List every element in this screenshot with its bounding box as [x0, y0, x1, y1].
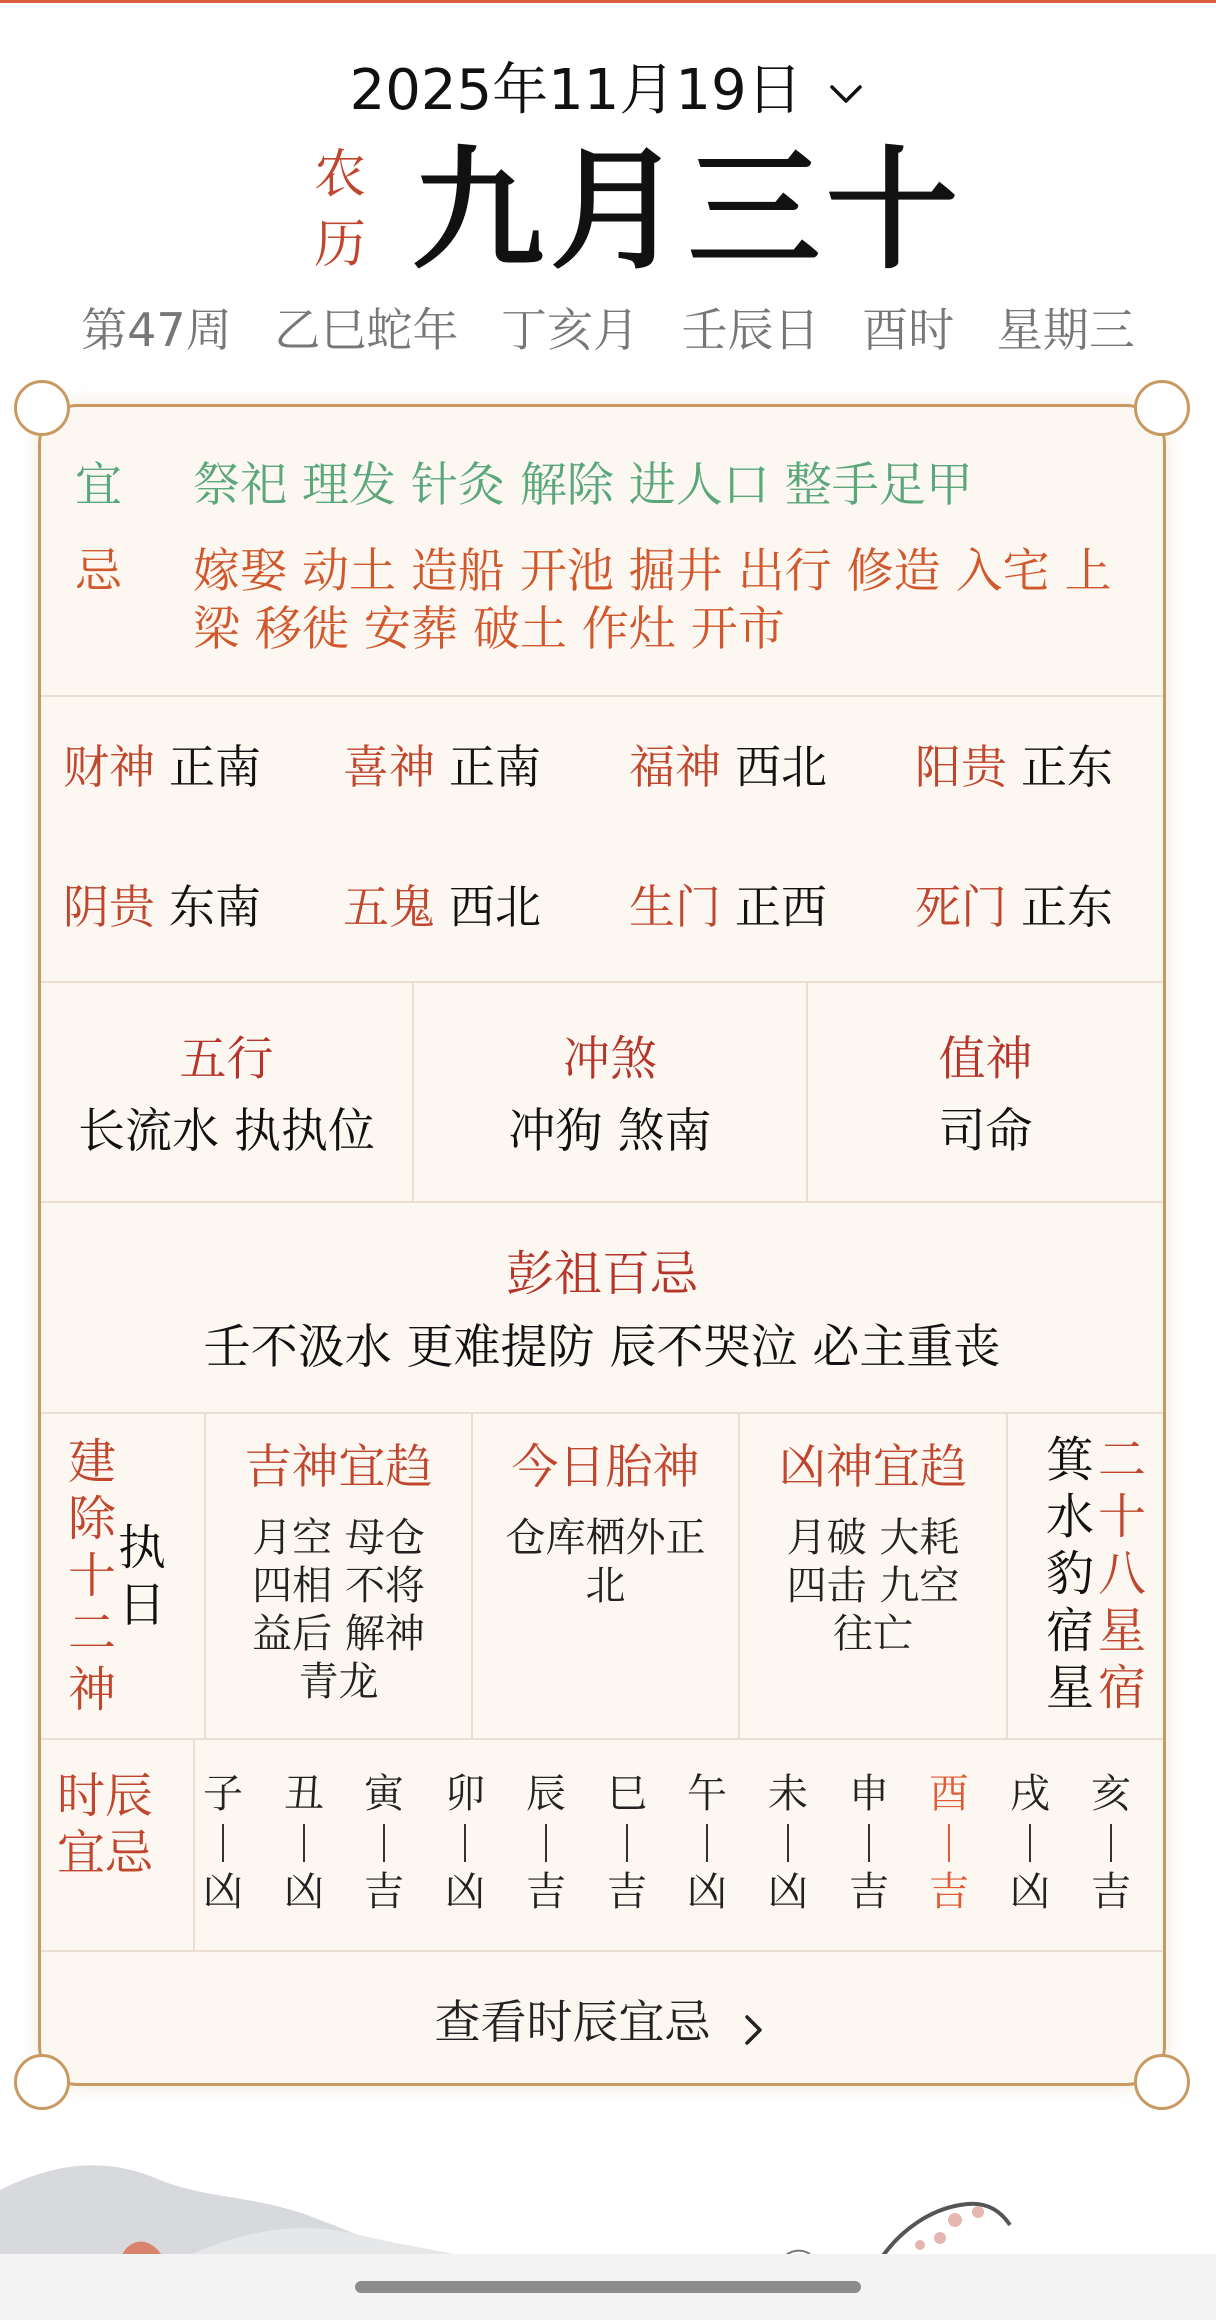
hour-connector — [1029, 1824, 1031, 1862]
hour-item — [1086, 1768, 1136, 1918]
god-direction: 喜神 正南 — [343, 740, 541, 794]
hour-name: 巳 — [607, 1771, 647, 1817]
date-info-row — [0, 300, 1216, 360]
jianchu-value: 执 日 — [117, 1520, 166, 1633]
divider — [204, 1412, 206, 1738]
hour-luck: 吉 — [1091, 1869, 1131, 1915]
hour-item — [279, 1768, 329, 1918]
pengzu-text: 壬不汲水 更难提防 辰不哭泣 必主重丧 — [203, 1320, 1001, 1375]
wuxing-chongsha-zhishen — [41, 992, 1163, 1200]
date-selector[interactable] — [0, 56, 1216, 126]
corner-ornament — [1134, 380, 1190, 436]
weekday: 星期三 — [996, 303, 1135, 357]
hour-luck: 吉 — [849, 1869, 889, 1915]
month-ganzhi: 丁亥月 — [500, 303, 639, 357]
hour-name: 亥 — [1091, 1771, 1131, 1817]
ji-section — [75, 543, 1135, 659]
hour-name: 卯 — [445, 1771, 485, 1817]
ji-items-line2: 梁 移徙 安葬 破土 作灶 开市 — [193, 602, 785, 657]
zhishen-cell: 值神 司命 — [938, 1032, 1033, 1159]
hour-connector — [868, 1824, 870, 1862]
hours-label: 时辰 宜忌 — [57, 1768, 154, 1881]
wuxing-cell: 五行 长流水 执执位 — [78, 1032, 375, 1159]
day-ganzhi: 壬辰日 — [681, 303, 820, 357]
hour-item — [521, 1768, 571, 1918]
yi-section — [75, 457, 1135, 515]
god-direction: 死门 正东 — [915, 880, 1113, 934]
home-indicator[interactable] — [355, 2281, 861, 2293]
divider — [806, 981, 808, 1201]
hour-connector — [383, 1824, 385, 1862]
hour-connector — [626, 1824, 628, 1862]
hour-ganzhi: 酉时 — [862, 303, 955, 357]
divider — [412, 981, 414, 1201]
hour-luck: 凶 — [687, 1869, 727, 1915]
hour-item — [763, 1768, 813, 1918]
pengzu-section — [41, 1202, 1163, 1412]
xiongshen-column: 凶神宜趋 月破 大耗 四击 九空 往亡 — [779, 1440, 967, 1657]
divider — [41, 981, 1163, 983]
hour-connector — [545, 1824, 547, 1862]
spirits-row — [41, 1412, 1163, 1738]
almanac-card — [38, 404, 1166, 2086]
hour-name: 戌 — [1010, 1771, 1050, 1817]
view-hours-button[interactable] — [41, 1950, 1163, 2085]
hour-item — [844, 1768, 894, 1918]
year-ganzhi: 乙巳蛇年 — [274, 303, 459, 357]
jishen-column: 吉神宜趋 月空 母仓 四相 不将 益后 解神 青龙 — [244, 1440, 433, 1705]
god-direction: 生门 正西 — [629, 880, 827, 934]
chevron-right-icon — [736, 2013, 770, 2047]
hour-connector — [706, 1824, 708, 1862]
jianchu-title: 建 除 十 二 神 — [67, 1434, 116, 1718]
view-hours-label: 查看时辰宜忌 — [434, 1995, 711, 2049]
god-direction: 阳贵 正东 — [915, 740, 1113, 794]
lunar-date-row — [0, 134, 1216, 290]
week-number: 第47周 — [81, 303, 232, 357]
hour-luck: 凶 — [445, 1869, 485, 1915]
ji-tag: 忌 — [75, 544, 122, 599]
yi-tag: 宜 — [75, 458, 122, 513]
hour-luck: 吉 — [364, 1869, 404, 1915]
corner-ornament — [14, 380, 70, 436]
chongsha-cell: 冲煞 冲狗 煞南 — [508, 1032, 712, 1159]
hour-luck: 凶 — [1010, 1869, 1050, 1915]
lunar-label: 农 历 — [313, 145, 366, 275]
chevron-down-icon — [826, 74, 866, 114]
xiu-title: 二 十 八 星 宿 — [1097, 1432, 1146, 1716]
lunar-date: 九月三十 — [412, 134, 964, 288]
hour-luck: 凶 — [203, 1869, 243, 1915]
divider — [193, 1738, 195, 1950]
hour-luck: 吉 — [929, 1869, 969, 1915]
ji-items-line1: 嫁娶 动土 造船 开池 掘井 出行 修造 入宅 上 — [193, 544, 1112, 599]
hour-item — [198, 1768, 248, 1918]
hour-connector — [222, 1824, 224, 1862]
god-direction: 五鬼 西北 — [343, 880, 541, 934]
landscape-decoration — [0, 2150, 1216, 2260]
hour-item — [440, 1768, 490, 1918]
hour-name: 子 — [203, 1771, 243, 1817]
hour-connector — [303, 1824, 305, 1862]
hour-name: 寅 — [364, 1771, 404, 1817]
divider — [1006, 1412, 1008, 1738]
hour-luck: 凶 — [284, 1869, 324, 1915]
hour-connector — [464, 1824, 466, 1862]
divider — [41, 695, 1163, 697]
xiu-value: 箕 水 豹 宿 星 — [1045, 1432, 1094, 1716]
hour-connector — [787, 1824, 789, 1862]
divider — [471, 1412, 473, 1738]
hour-name: 辰 — [526, 1771, 566, 1817]
hour-name: 申 — [849, 1771, 889, 1817]
hour-item — [602, 1768, 652, 1918]
hour-item — [359, 1768, 409, 1918]
hour-connector — [1110, 1824, 1112, 1862]
taishen-column: 今日胎神 仓库栖外正 北 — [505, 1440, 706, 1609]
hour-name: 午 — [687, 1771, 727, 1817]
yi-items: 祭祀 理发 针灸 解除 进人口 整手足甲 — [193, 458, 973, 513]
hour-luck: 吉 — [607, 1869, 647, 1915]
hour-item — [924, 1768, 974, 1918]
hour-name: 酉 — [929, 1771, 969, 1817]
hour-connector — [948, 1824, 950, 1862]
pengzu-title: 彭祖百忌 — [505, 1246, 698, 1302]
god-direction: 福神 西北 — [629, 740, 827, 794]
hour-item — [1005, 1768, 1055, 1918]
hour-name: 未 — [768, 1771, 808, 1817]
god-direction: 财神 正南 — [63, 740, 261, 794]
god-direction: 阴贵 东南 — [63, 880, 261, 934]
hour-luck: 吉 — [526, 1869, 566, 1915]
top-accent-line — [0, 0, 1216, 3]
hour-item — [682, 1768, 732, 1918]
divider — [738, 1412, 740, 1738]
hour-name: 丑 — [284, 1771, 324, 1817]
hours-luck-row — [41, 1738, 1163, 1950]
date-text: 2025年11月19日 — [349, 58, 803, 123]
hour-luck: 凶 — [768, 1869, 808, 1915]
